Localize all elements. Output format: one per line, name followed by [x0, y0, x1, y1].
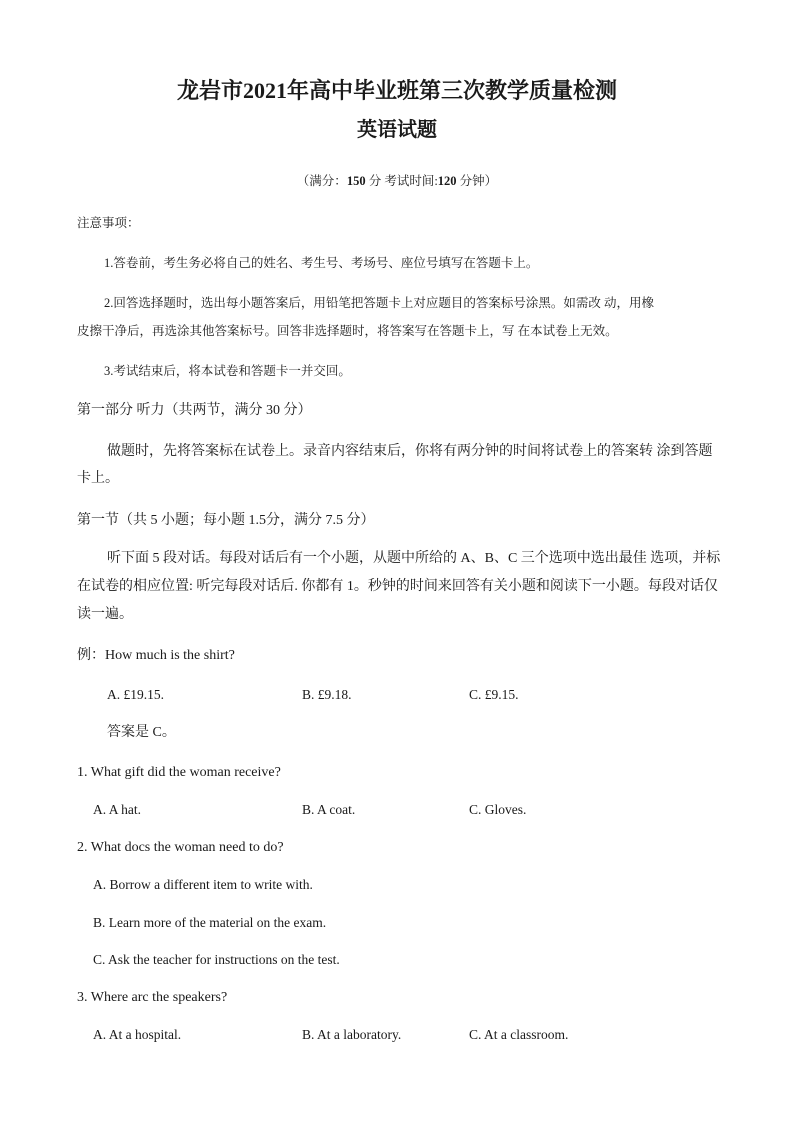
question-1: 1. What gift did the woman receive? — [77, 765, 281, 780]
question-3: 3. Where arc the speakers? — [77, 990, 228, 1005]
question-2-option-a: A. Borrow a different item to write with. — [93, 877, 313, 892]
exam-time: 120 — [437, 174, 457, 188]
example-option-a: A. £19.15. — [107, 687, 164, 702]
question-2: 2. What docs the woman need to do? — [77, 840, 284, 855]
section-1-instruction-line-3: 读一遍。 — [77, 607, 133, 622]
section-1-instruction-line-1: 听下面 5 段对话。每段对话后有一个小题，从题中所给的 A、B、C 三个选项中选出最佳 选项，并标 — [107, 551, 721, 566]
example-question: 例：How much is the shirt? — [77, 648, 235, 663]
score-suffix: 分钟） — [456, 174, 498, 188]
score-and-time — [0, 173, 794, 189]
notice-item-1: 1.答卷前，考生务必将自己的姓名、考生号、考场号、座位号填写在答题卡上。 — [104, 256, 539, 270]
example-option-c: C. £9.15. — [469, 687, 519, 702]
question-1-option-c: C. Gloves. — [469, 802, 527, 817]
question-3-option-c: C. At a classroom. — [469, 1027, 569, 1042]
part-1-instruction-line-1: 做题时，先将答案标在试卷上。录音内容结束后，你将有两分钟的时间将试卷上的答案转 涂到答题 — [107, 444, 713, 459]
example-option-b: B. £9.18. — [302, 687, 352, 702]
part-1-heading: 第一部分 听力（共两节，满分 30 分） — [77, 403, 312, 418]
notice-heading: 注意事项： — [77, 216, 140, 230]
question-2-option-b: B. Learn more of the material on the exam. — [93, 915, 327, 930]
notice-item-2-line-1: 2.回答选择题时，选出每小题答案后，用铅笔把答题卡上对应题目的答案标号涂黑。如需改 动，用橡 — [104, 296, 655, 310]
question-2-option-c: C. Ask the teacher for instructions on the test. — [93, 952, 340, 967]
section-1-heading: 第一节（共 5 小题；每小题 1.5分，满分 7.5 分） — [77, 513, 375, 528]
exam-subtitle: 英语试题 — [357, 119, 437, 141]
question-1-option-b: B. A coat. — [302, 802, 356, 817]
example-answer: 答案是 C。 — [107, 725, 176, 740]
question-1-option-a: A. A hat. — [93, 802, 142, 817]
score-mid: 分 考试时间: — [365, 174, 438, 188]
part-1-instruction-line-2: 卡上。 — [77, 471, 119, 486]
score-prefix: （满分： — [296, 174, 347, 188]
notice-item-3: 3.考试结束后，将本试卷和答题卡一并交回。 — [104, 364, 351, 378]
notice-item-2-line-2: 皮擦干净后，再选涂其他答案标号。回答非选择题时，将答案写在答题卡上，写 在本试卷上无效。 — [77, 324, 618, 338]
question-3-option-b: B. At a laboratory. — [302, 1027, 402, 1042]
exam-title: 龙岩市2021年高中毕业班第三次教学质量检测 — [176, 78, 617, 103]
full-score: 150 — [346, 174, 366, 188]
section-1-instruction-line-2: 在试卷的相应位置: 听完每段对话后. 你都有 1。秒钟的时间来回答有关小题和阅读下一小题。每段对话仅 — [77, 579, 718, 594]
question-3-option-a: A. At a hospital. — [93, 1027, 182, 1042]
